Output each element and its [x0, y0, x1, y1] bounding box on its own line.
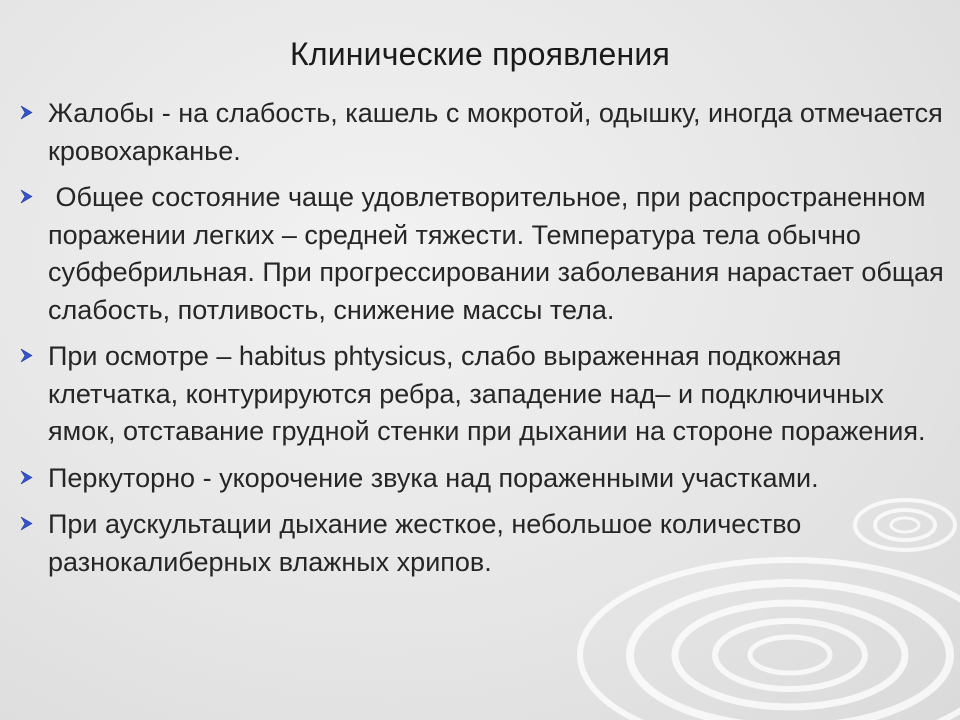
bullet-item-percussion	[18, 460, 948, 498]
bullet-text: При аускультации дыхание жесткое, небольшое количество разнокалиберных влажных хрипов.	[48, 509, 802, 577]
bullet-item-complaints	[18, 95, 948, 170]
bullet-text: При осмотре – habitus phtysicus, слабо выраженная подкожная клетчатка, контурируются ребра, западение над– и подключичных ямок, отставание грудной стенки при дыхании на стороне поражения.	[48, 341, 926, 446]
chevron-right-icon	[18, 188, 35, 205]
bullet-text: Жалобы - на слабость, кашель с мокротой, одышку, иногда отмечается кровохарканье.	[48, 98, 943, 166]
bullet-item-general-condition	[18, 179, 959, 329]
chevron-right-icon	[18, 347, 35, 364]
bullet-item-auscultation	[18, 506, 948, 581]
bullet-list	[18, 95, 959, 590]
bullet-item-examination	[18, 338, 948, 451]
chevron-right-icon	[18, 469, 35, 486]
slide-title: Клинические проявления	[289, 36, 671, 72]
chevron-right-icon	[18, 515, 35, 532]
chevron-right-icon	[18, 104, 35, 121]
bullet-text: Общее состояние чаще удовлетворительное, при распространенном поражении легких – средней тяжести. Температура тела обычно субфебрильная. При прогрессировании заболевания нарастает общая слабость, потливость, снижение массы тела.	[48, 182, 959, 325]
bullet-text: Перкуторно - укорочение звука над пораженными участками.	[48, 462, 819, 493]
